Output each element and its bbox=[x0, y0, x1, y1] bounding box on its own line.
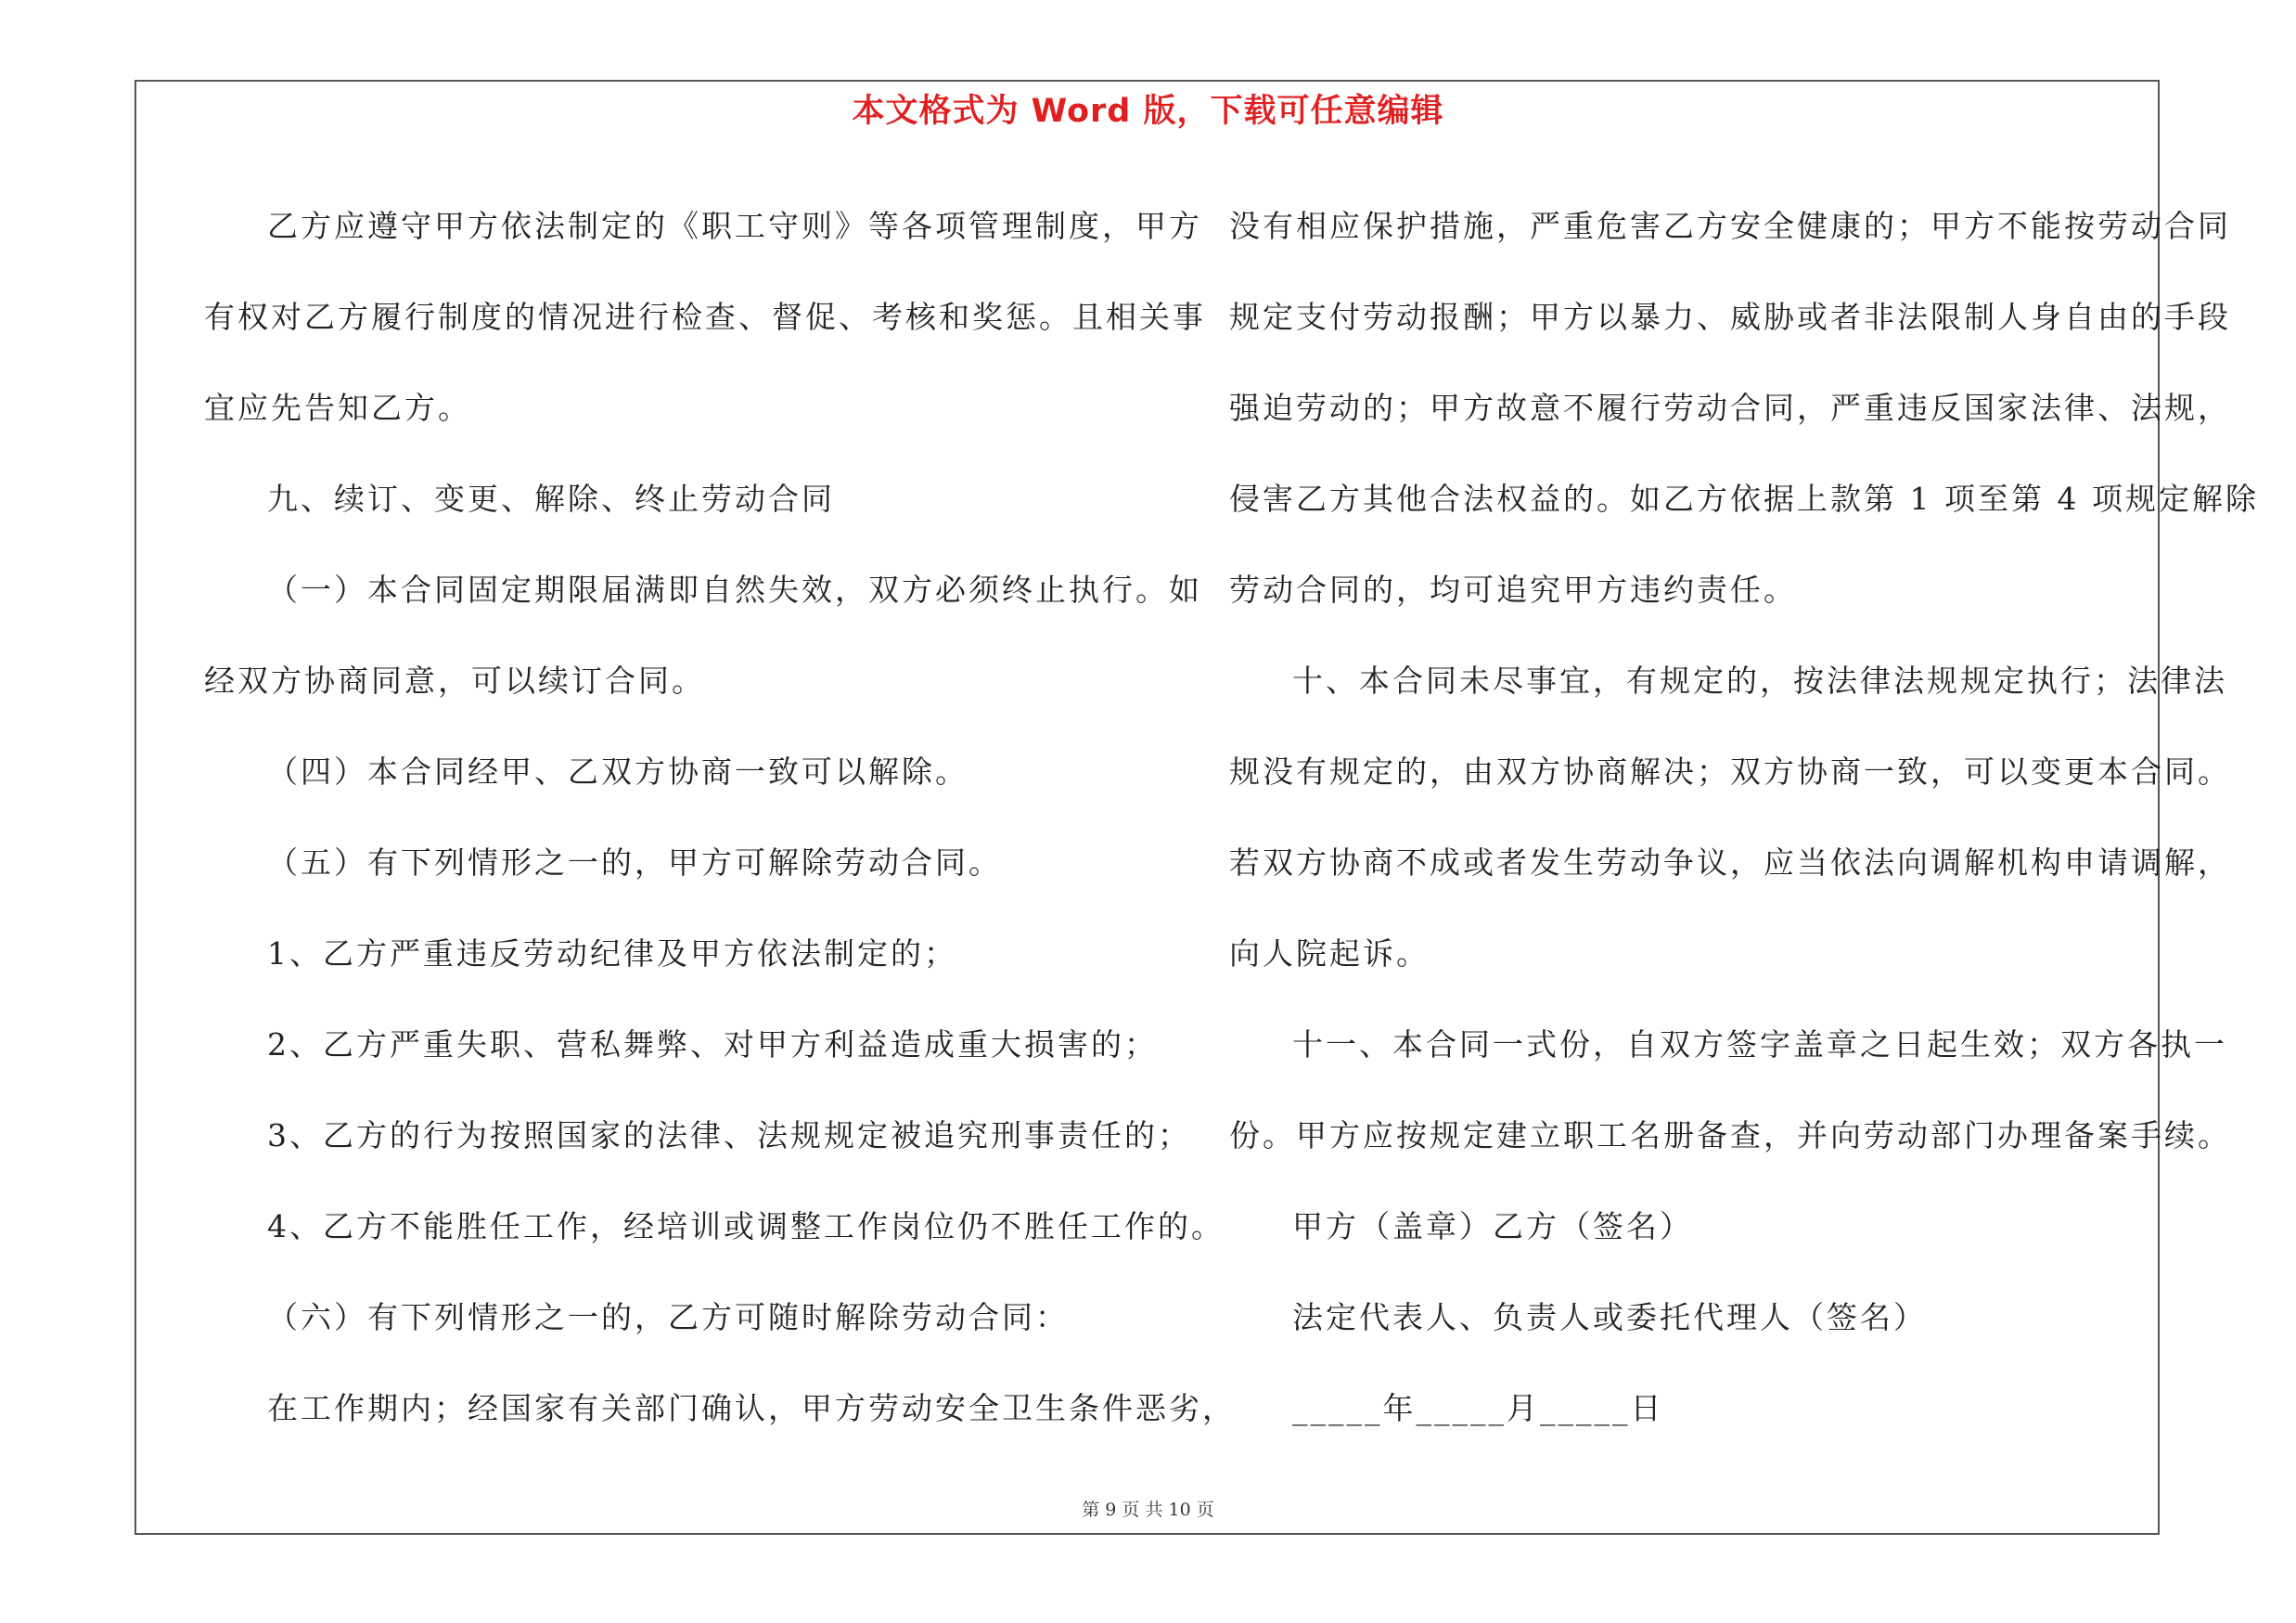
text-line: _____年_____月_____日 bbox=[1292, 1390, 1664, 1426]
text-line: （一）本合同固定期限届满即自然失效，双方必须终止执行。如 bbox=[267, 572, 1202, 608]
text-line: 法定代表人、负责人或委托代理人（签名） bbox=[1292, 1299, 1927, 1335]
text-line: 十一、本合同一式份，自双方签字盖章之日起生效；双方各执一 bbox=[1292, 1026, 2227, 1063]
text-line: 份。甲方应按规定建立职工名册备查，并向劳动部门办理备案手续。 bbox=[1229, 1117, 2231, 1153]
text-line: 规定支付劳动报酬；甲方以暴力、威胁或者非法限制人身自由的手段 bbox=[1229, 299, 2231, 335]
text-line: 有权对乙方履行制度的情况进行检查、督促、考核和奖惩。且相关事 bbox=[204, 299, 1206, 335]
text-line: 向人院起诉。 bbox=[1229, 935, 1430, 972]
text-line: 侵害乙方其他合法权益的。如乙方依据上款第 1 项至第 4 项规定解除 bbox=[1229, 481, 2259, 517]
text-line: 宜应先告知乙方。 bbox=[204, 390, 471, 426]
text-line: 若双方协商不成或者发生劳动争议，应当依法向调解机构申请调解， bbox=[1229, 844, 2231, 881]
text-line: 4、乙方不能胜任工作，经培训或调整工作岗位仍不胜任工作的。 bbox=[267, 1208, 1225, 1244]
right-text-column bbox=[1229, 181, 2259, 1454]
text-line: （四）本合同经甲、乙双方协商一致可以解除。 bbox=[267, 754, 968, 790]
text-line: 3、乙方的行为按照国家的法律、法规规定被追究刑事责任的； bbox=[267, 1117, 1191, 1153]
text-line: （六）有下列情形之一的，乙方可随时解除劳动合同： bbox=[267, 1299, 1069, 1335]
text-line: 没有相应保护措施，严重危害乙方安全健康的；甲方不能按劳动合同 bbox=[1229, 208, 2231, 244]
format-notice-banner: 本文格式为 Word 版，下载可任意编辑 bbox=[852, 93, 1444, 130]
text-line: 强迫劳动的；甲方故意不履行劳动合同，严重违反国家法律、法规， bbox=[1229, 390, 2231, 426]
text-line: 劳动合同的，均可追究甲方违约责任。 bbox=[1229, 572, 1797, 608]
page-number: 第 9 页 共 10 页 bbox=[1082, 1500, 1214, 1520]
left-text-column bbox=[204, 181, 1236, 1454]
text-line: 经双方协商同意，可以续订合同。 bbox=[204, 663, 705, 699]
text-line: 在工作期内；经国家有关部门确认，甲方劳动安全卫生条件恶劣， bbox=[267, 1390, 1236, 1426]
text-line: 规没有规定的，由双方协商解决；双方协商一致，可以变更本合同。 bbox=[1229, 754, 2231, 790]
text-line: 甲方（盖章）乙方（签名） bbox=[1292, 1208, 1693, 1244]
text-line: 2、乙方严重失职、营私舞弊、对甲方利益造成重大损害的； bbox=[267, 1026, 1158, 1063]
text-line: 十、本合同未尽事宜，有规定的，按法律法规规定执行；法律法 bbox=[1292, 663, 2227, 699]
text-line: 九、续订、变更、解除、终止劳动合同 bbox=[267, 481, 835, 517]
text-line: 乙方应遵守甲方依法制定的《职工守则》等各项管理制度，甲方 bbox=[267, 208, 1202, 244]
text-line: 1、乙方严重违反劳动纪律及甲方依法制定的； bbox=[267, 935, 957, 972]
text-line: （五）有下列情形之一的，甲方可解除劳动合同。 bbox=[267, 844, 1002, 881]
